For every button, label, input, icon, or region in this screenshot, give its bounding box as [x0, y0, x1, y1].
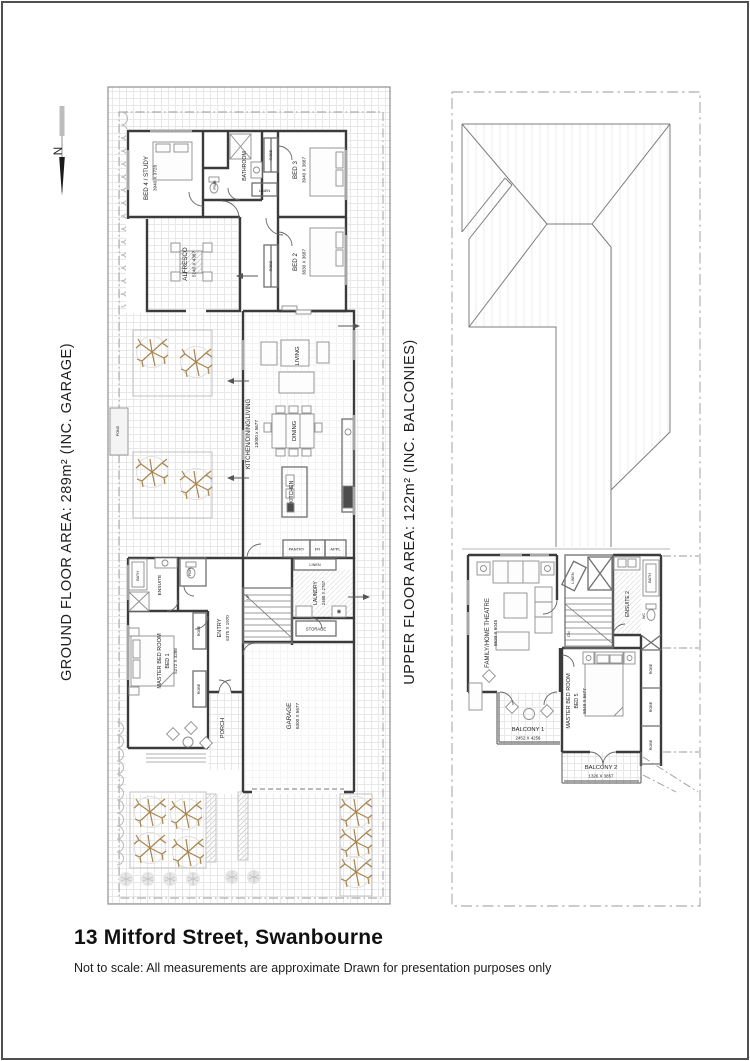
- dim-balcony1: 2452 X 4256: [515, 735, 541, 741]
- upper-floors: [465, 552, 663, 784]
- dim-master1: 5272 X 3288: [173, 648, 178, 674]
- label-wc: WC: [642, 612, 646, 620]
- label-linen-top: LINEN: [258, 189, 271, 193]
- label-master5: MASTER BED ROOM: [566, 673, 572, 729]
- ground-area-label: GROUND FLOOR AREA: 289m² (INC. GARAGE): [59, 342, 75, 682]
- disclaimer-text: Not to scale: All measurements are approximate Drawn for presentation purposes only: [74, 961, 552, 975]
- label-family: FAMILY/HOME THEATRE: [485, 598, 491, 668]
- dim-bed4: 3940 X 3728: [152, 164, 158, 192]
- label-linen-laundry: LINEN: [309, 563, 321, 567]
- label-up: UP: [246, 594, 250, 600]
- dim-master5: 5049 X 5677: [582, 688, 587, 714]
- label-kdl: KITCHEN/DINING/LIVING: [246, 398, 252, 470]
- label-storage: STORAGE: [305, 626, 327, 632]
- label-robe-m1: ROBE: [197, 625, 201, 637]
- label-garage: GARAGE: [286, 702, 293, 730]
- label-pantry: PANTRY: [288, 546, 305, 552]
- dim-garage: 6300 X 5677: [295, 702, 300, 730]
- label-porch: PORCH: [220, 717, 226, 739]
- ground-floor-plan: [59, 87, 390, 904]
- roof-plan: [462, 124, 670, 549]
- label-ensuite2: ENSUITE 2: [625, 591, 631, 617]
- label-dining: DINING: [292, 420, 298, 442]
- label-master5-sub: BED 5: [574, 693, 580, 709]
- label-master1-sub: BED 1: [165, 653, 171, 669]
- upper-area-label: UPPER FLOOR AREA: 122m² (INC. BALCONIES): [402, 339, 418, 685]
- dim-bed3: 3940 X 3687: [301, 156, 307, 184]
- label-fridge: FR: [314, 546, 321, 552]
- label-robe-bed3: ROBE: [269, 149, 273, 161]
- label-bath: BATH: [136, 571, 140, 581]
- dim-entry: 6375 X 1970: [225, 615, 230, 641]
- dim-balcony2: 1326 X 3857: [588, 773, 614, 779]
- label-ensuite: ENSUITE: [158, 574, 163, 596]
- label-bed2: BED 2: [292, 253, 299, 271]
- label-robe-m2: ROBE: [197, 683, 201, 695]
- label-linen-upper: LINEN: [571, 572, 575, 584]
- label-entry: ENTRY: [217, 618, 223, 638]
- label-appliances: APPL: [330, 546, 341, 552]
- north-arrow: [51, 106, 65, 196]
- label-pdr: PDR: [188, 567, 192, 577]
- label-bath2: BATH: [648, 573, 652, 583]
- label-living: LIVING: [295, 346, 301, 366]
- dim-bed2: 3830 X 3687: [301, 248, 307, 276]
- label-alfresco: ALFRESCO: [182, 247, 189, 281]
- label-balcony2: BALCONY 2: [584, 765, 618, 771]
- label-bathroom: BATHROOM: [242, 151, 248, 181]
- upper-floor-plan: [402, 92, 700, 906]
- dim-kdl: 13000 x 5677: [254, 420, 259, 448]
- label-dn: DN: [567, 631, 571, 637]
- label-robe-u1: ROBE: [649, 663, 653, 675]
- label-balcony1: BALCONY 1: [511, 727, 545, 733]
- label-pwr: PWR: [212, 180, 217, 190]
- page-title: 13 Mitford Street, Swanbourne: [74, 926, 384, 949]
- label-kitchen: KITCHEN: [289, 480, 295, 504]
- dim-family: 5520 X 6048: [493, 619, 498, 647]
- north-letter: N: [51, 146, 65, 156]
- label-pond: POND: [116, 425, 120, 437]
- dim-alfresco: 5140 X 4387: [191, 250, 197, 278]
- label-robe-u2: ROBE: [649, 701, 653, 713]
- label-bed3: BED 3: [292, 161, 299, 179]
- label-robe-u3: ROBE: [649, 739, 653, 751]
- label-master1: MASTER BED ROOM: [157, 633, 163, 689]
- label-robe-bed2: ROBE: [269, 260, 273, 272]
- label-bed4: BED 4 / STUDY: [143, 155, 150, 201]
- label-laundry: LAUNDRY: [313, 581, 319, 605]
- dim-laundry: 2460 X 2767: [321, 580, 326, 606]
